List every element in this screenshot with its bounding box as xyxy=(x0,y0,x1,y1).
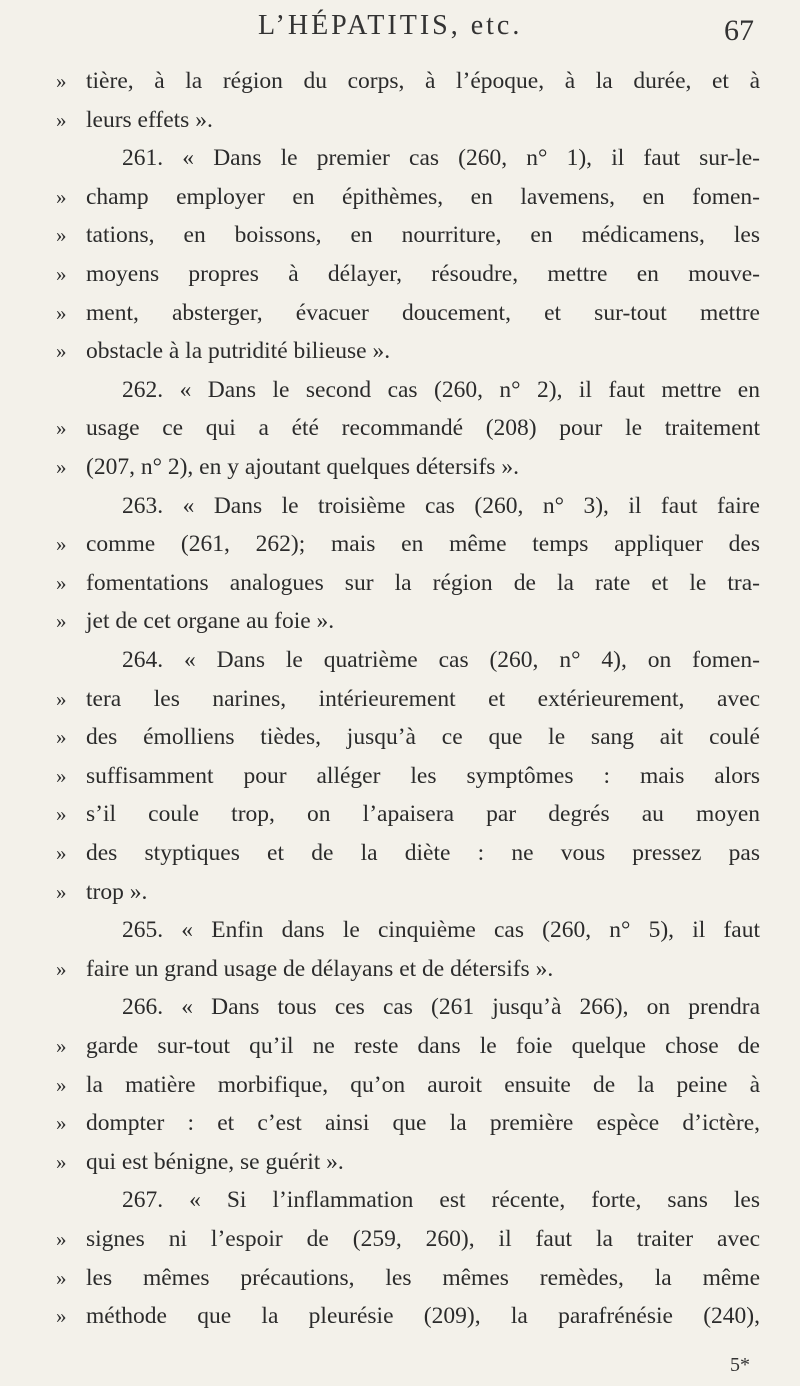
line-text: la matière morbifique, qu’on auroit ensuite de la peine à xyxy=(86,1071,760,1098)
quote-mark: » xyxy=(56,69,67,93)
line-text: jet de cet organe au foie ». xyxy=(86,608,335,635)
line-text: tera les narines, intérieurement et extérieurement, avec xyxy=(86,685,760,712)
text-line xyxy=(0,448,800,486)
text-line xyxy=(0,680,800,718)
text-line xyxy=(0,1143,800,1181)
text-line xyxy=(0,525,800,563)
running-title: L’HÉPATITIS, etc. xyxy=(258,10,523,41)
text-line xyxy=(0,641,800,679)
line-text: fomentations analogues sur la région de la rate et le tra- xyxy=(86,569,760,596)
line-text: leurs effets ». xyxy=(86,106,213,133)
quote-mark: » xyxy=(56,300,67,325)
quote-mark: » xyxy=(56,455,67,479)
line-text: champ employer en épithèmes, en lavemens, en fomen- xyxy=(86,183,760,210)
line-text: 261. « Dans le premier cas (260, n° 1), il faut sur-le- xyxy=(122,145,760,172)
line-text: comme (261, 262); mais en même temps appliquer des xyxy=(86,531,760,558)
quote-mark: » xyxy=(56,223,67,248)
text-line xyxy=(0,795,800,833)
line-text: 266. « Dans tous ces cas (261 jusqu’à 266), on prendra xyxy=(122,994,760,1021)
text-line xyxy=(0,294,800,332)
signature-mark: 5* xyxy=(730,1354,750,1376)
quote-mark: » xyxy=(56,1034,67,1058)
line-text: ment, absterger, évacuer doucement, et sur-tout mettre xyxy=(86,299,760,326)
line-text: méthode que la pleurésie (209), la parafrénésie (240), xyxy=(86,1303,760,1330)
text-line xyxy=(0,1027,800,1065)
line-text: (207, n° 2), en y ajoutant quelques détersifs ». xyxy=(86,454,519,480)
text-line xyxy=(0,216,800,254)
line-text: faire un grand usage de délayans et de détersifs ». xyxy=(86,955,554,982)
quote-mark: » xyxy=(56,339,67,364)
text-line xyxy=(0,409,800,447)
text-line xyxy=(0,178,800,216)
text-line xyxy=(0,139,800,177)
quote-mark: » xyxy=(56,841,67,865)
quote-mark: » xyxy=(56,184,67,209)
text-line xyxy=(0,332,800,370)
line-text: tière, à la région du corps, à l’époque, à la durée, et à xyxy=(86,68,760,94)
line-text: 263. « Dans le troisième cas (260, n° 3), il faut faire xyxy=(122,492,760,519)
text-line xyxy=(0,487,800,525)
line-text: 267. « Si l’inflammation est récente, forte, sans les xyxy=(122,1187,760,1214)
quote-mark: » xyxy=(56,1149,67,1174)
text-line xyxy=(0,564,800,602)
quote-mark: » xyxy=(56,1265,67,1290)
text-line xyxy=(0,62,800,100)
text-line xyxy=(0,602,800,640)
quote-mark: » xyxy=(56,1111,67,1136)
quote-mark: » xyxy=(56,532,67,557)
page-header xyxy=(0,8,800,58)
quote-mark: » xyxy=(56,570,67,595)
line-text: les mêmes précautions, les mêmes remèdes, la même xyxy=(86,1264,760,1291)
text-line xyxy=(0,371,800,409)
text-line xyxy=(0,834,800,872)
quote-mark: » xyxy=(56,763,67,788)
quote-mark: » xyxy=(56,956,67,981)
text-line xyxy=(0,1104,800,1142)
quote-mark: » xyxy=(56,1227,67,1251)
line-text: 265. « Enfin dans le cinquième cas (260, n° 5), il faut xyxy=(122,917,760,944)
text-line xyxy=(0,718,800,756)
line-text: 262. « Dans le second cas (260, n° 2), il faut mettre en xyxy=(122,376,760,403)
text-line xyxy=(0,911,800,949)
quote-mark: » xyxy=(56,686,67,711)
text-line xyxy=(0,1259,800,1297)
text-line xyxy=(0,757,800,795)
quote-mark: » xyxy=(56,262,67,286)
text-line xyxy=(0,950,800,988)
line-text: obstacle à la putridité bilieuse ». xyxy=(86,338,391,365)
line-text: trop ». xyxy=(86,878,148,905)
text-line xyxy=(0,1066,800,1104)
line-text: dompter : et c’est ainsi que la première espèce d’ictère, xyxy=(86,1110,760,1137)
quote-mark: » xyxy=(56,609,67,634)
line-text: 264. « Dans le quatrième cas (260, n° 4), on fomen- xyxy=(122,647,760,673)
quote-mark: » xyxy=(56,107,67,132)
line-text: des émolliens tièdes, jusqu’à ce que le sang ait coulé xyxy=(86,724,760,751)
quote-mark: » xyxy=(56,416,67,441)
line-text: tations, en boissons, en nourriture, en médicamens, les xyxy=(86,222,760,249)
line-text: qui est bénigne, se guérit ». xyxy=(86,1148,344,1175)
line-text: garde sur-tout qu’il ne reste dans le foie quelque chose de xyxy=(86,1033,760,1059)
text-line xyxy=(0,101,800,139)
quote-mark: » xyxy=(56,725,67,750)
text-line xyxy=(0,1220,800,1258)
quote-mark: » xyxy=(56,879,67,904)
text-line xyxy=(0,255,800,293)
line-text: suffisamment pour alléger les symptômes : mais alors xyxy=(86,762,760,789)
quote-mark: » xyxy=(56,1304,67,1329)
page-number: 67 xyxy=(724,14,754,47)
line-text: s’il coule trop, on l’apaisera par degrés au moyen xyxy=(86,801,760,828)
line-text: moyens propres à délayer, résoudre, mettre en mouve- xyxy=(86,261,760,287)
quote-mark: » xyxy=(56,1072,67,1097)
line-text: des styptiques et de la diète : ne vous pressez pas xyxy=(86,840,760,866)
text-line xyxy=(0,988,800,1026)
quote-mark: » xyxy=(56,802,67,827)
text-line xyxy=(0,1297,800,1335)
text-line xyxy=(0,873,800,911)
text-line xyxy=(0,1181,800,1219)
line-text: signes ni l’espoir de (259, 260), il faut la traiter avec xyxy=(86,1226,760,1252)
line-text: usage ce qui a été recommandé (208) pour le traitement xyxy=(86,415,760,442)
